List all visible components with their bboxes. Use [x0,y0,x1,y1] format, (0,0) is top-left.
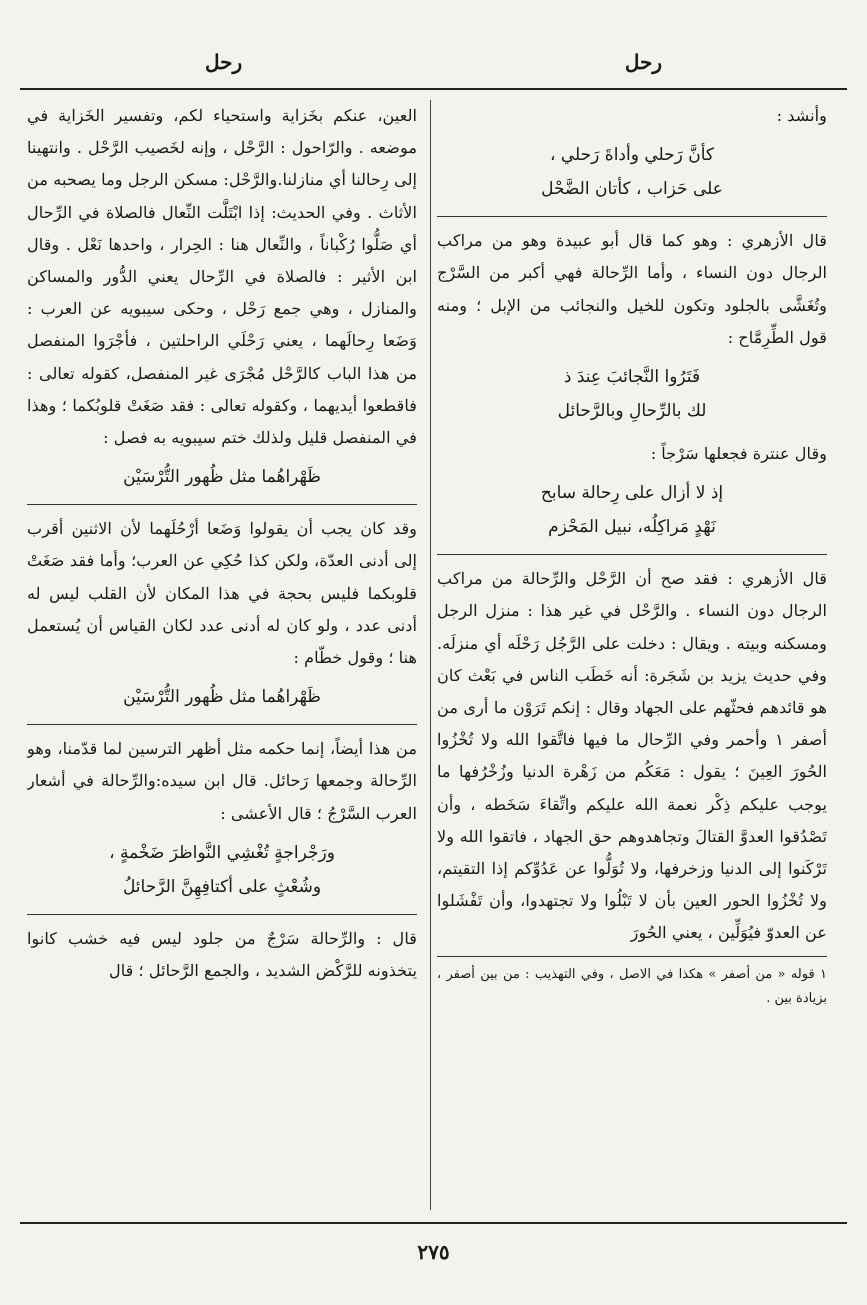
verse-block [437,476,827,544]
verse-block [27,836,417,904]
paragraph: قال : والرِّحالة سَرْجٌ من جلود ليس فيه خشب كانوا يتخذونه للرَّكْض الشديد ، والجمع الرَّحائل ؛ قال [27,928,417,981]
section-divider [27,914,417,915]
paragraph: العين، عنكم بخَزاية واستحياء لكم، وتفسير الخَزاية في موضعه . والرّاحول : الرَّحْل ، وإنه لخَصيب الرَّحْل . وانتهينا إلى رِحالنا أي منازلنا.والرَّحْل: مسكن الرجل وما يصحبه من الأثاث . وفي الحديث: إذا ابْتَلَّت النِّعال فالصلاة في الرِّحال أي صَلُّوا رُكْباناً ، والنِّعال هنا : الحِرار ، واحدها نَعْل . وقال ابن الأثير : فالصلاة في الرِّحال يعني الدُّور والمساكن والمنازل ، وهي جمع رَحْل ، وحكى سيبويه عن العرب : وَضَعا رِحالَهما ، يعني رَحْلَي الراحلتين ، فأجْرَوا المنفصل من هذا الباب كالرَّحْل مُجْرَى غير المنفصل، كقوله تعالى : فاقطعوا أيديهما ، وكقوله تعالى : فقد صَغَتْ قلوبُكما ؛ وهذا في المنفصل قليل ولذلك ختم سيبويه به فصل : [27,106,417,448]
footnote-rule [437,956,827,957]
verse-line: نَهْدٍ مَراكِلُه، نبيل المَحْزم [548,517,716,538]
verse-line: ظَهْراهُما مثل ظُهور التُّرْسَيْن [123,687,321,708]
verse-block [437,138,827,206]
verse-line: لك بالرِّحالِ وبالرَّحائل [557,401,707,422]
section-divider [27,724,417,725]
paragraph: وقد كان يجب أن يقولوا وَضَعا أرْحُلَهما لأن الاثنين أقرب إلى أدنى العدّة، ولكن كذا حُكِي عن العرب؛ وأما فقد صَغَتْ قلوبكما فليس بحجة في هذا المكان لأن القلب ليس له أدنى عدد ، ولو كان له أدنى عدد لكان القياس أن يُستعمل هنا ؛ وقول خطّام : [27,519,417,668]
verse-line: إذ لا أزال على رِحالة سابح [540,483,724,504]
page-number: ٢٧٥ [417,1240,450,1264]
header-rule [20,88,847,90]
section-divider [27,504,417,505]
left-column [27,100,417,1215]
verse-block [27,460,417,494]
paragraph: وأنشد : [776,106,827,125]
paragraph: من هذا أيضاً، إنما حكمه مثل أظهر الترسين لما قدّمنا، وهو الرِّحالة وجمعها رَحائل. قال ابن سيده:والرِّحالة في أشعار العرب السَّرْجُ ؛ قال الأعشى : [27,739,417,823]
right-column [437,100,827,1215]
verse-line: وشُعْثٍ على أكتافِهِنَّ الرَّحائلُ [122,876,322,897]
verse-line: على حَزاب ، كأتان الضَّحْل [541,179,723,200]
header-word-right: رحل [624,50,662,74]
verse-line: فَتَرُوا النَّجائبَ عِندَ ذ [563,367,701,388]
paragraph: قال الأزهري : فقد صح أن الرَّحْل والرِّحالة من مراكب الرجال دون النساء . والرَّحْل في غير هذا : منزل الرجل ومسكنه وبيته . ويقال : دخلت على الرَّجُل رَحْلَه أي منزلَه. وفي حديث يزيد بن شَجَرة: أنه خَطَب الناس في بَعْث كان هو قائدهم فحثّهم على الجهاد وقال : إنكم تَرَوْن ما أرى من أصفر ١ وأحمر وفي الرِّحال ما فيها فاتَّقوا الله ولا تُخْزُوا الحُورَ العِينَ ؛ يقول : مَعَكُم من زَهْرة الدنيا وزُخْرُفها ما يوجب عليكم ذِكْر نعمة الله عليكم واتِّقاءَ سَخَطه ، وأن تَصْدُقوا العدوَّ القتالَ وتجاهدوهم حق الجهاد ، فاتقوا الله ولا تَرْكَنوا إلى الدنيا وزخرفها، ولا تُوَلُّوا عن عَدُوِّكم إذا التقيتم، ولا تُخْزُوا الحور العين بأن لا تَبْلُوا ولا تجتهدوا، وأن تَفْشَلوا عن العدوّ فيُوَلِّين ، يعني الحُورَ [437,569,827,943]
header-word-left: رحل [205,50,243,74]
verse-block [27,680,417,714]
footer-rule [20,1222,847,1224]
verse-block [437,360,827,428]
section-divider [437,216,827,217]
footnote: ١ قوله « من أصفر » هكذا في الاصل ، وفي التهذيب : من بين أصفر ، بزيادة بين . [437,966,827,1006]
paragraph: قال الأزهري : وهو كما قال أبو عبيدة وهو من مراكب الرجال دون النساء ، وأما الرِّحالة فهي أكبر من السَّرْج وتُغَشَّى بالجلود وتكون للخيل والنجائب من الإبل ؛ ومنه قول الطِّرِمَّاح : [437,231,827,347]
column-divider [430,100,431,1210]
verse-line: كأنَّ رَحلي وأداةَ رَحلي ، [549,145,715,166]
section-divider [437,554,827,555]
verse-line: ورَجْراجةٍ تُغْشِي النَّواظرَ ضَخْمةٍ ، [109,842,335,863]
verse-line: ظَهْراهُما مثل ظُهور التُّرْسَيْن [123,467,321,488]
paragraph: وقال عنترة فجعلها سَرْجاً : [650,444,827,464]
